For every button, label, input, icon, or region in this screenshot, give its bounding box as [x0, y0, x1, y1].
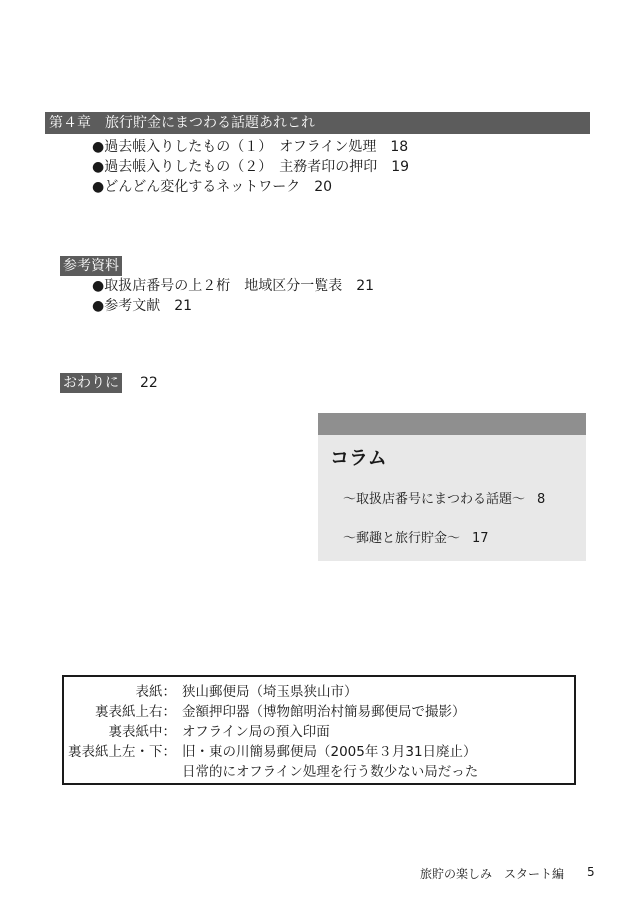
cover-credit-value: オフライン局の預入印面	[182, 724, 330, 740]
cover-credit-row	[64, 702, 574, 722]
page-footer	[420, 865, 595, 882]
column-item-page: 8	[537, 492, 546, 507]
afterword-page: 22	[140, 375, 158, 391]
cover-credit-value: 狭山郵便局（埼玉県狭山市）	[182, 684, 358, 700]
cover-credits-box	[62, 675, 576, 785]
toc-item-page: 18	[390, 139, 409, 155]
toc-item-page: 19	[391, 159, 410, 175]
toc-item-text: ●どんどん変化するネットワーク	[92, 179, 301, 195]
toc-item-page: 21	[174, 298, 193, 314]
toc-item-page: 21	[356, 278, 375, 294]
column-item-text: 〜取扱店番号にまつわる話題〜	[343, 492, 526, 507]
toc-item[interactable]	[92, 157, 409, 177]
references-heading: 参考資料	[60, 256, 122, 276]
cover-credit-value: 旧・東の川簡易郵便局（2005年３月31日廃止）	[182, 744, 477, 760]
column-item[interactable]	[343, 527, 489, 546]
afterword-heading[interactable]: おわりに	[60, 373, 122, 393]
chapter-4-heading: 第４章 旅行貯金にまつわる話題あれこれ	[45, 112, 590, 134]
chapter-4-list	[92, 137, 409, 197]
cover-credit-value: 日常的にオフライン処理を行う数少ない局だった	[182, 764, 479, 780]
column-title: コラム	[330, 447, 387, 469]
toc-item[interactable]	[92, 296, 374, 316]
toc-item-text: ●参考文献	[92, 298, 161, 314]
cover-credit-row	[64, 742, 574, 762]
cover-credit-label: 表紙：	[135, 684, 176, 700]
toc-item-text: ●過去帳入りしたもの（１） オフライン処理	[92, 139, 377, 155]
page-number: 5	[587, 865, 595, 879]
cover-credit-row	[64, 682, 574, 702]
cover-credit-value: 金額押印器（博物館明治村簡易郵便局で撮影）	[182, 704, 466, 720]
cover-credit-label: 裏表紙上右：	[95, 704, 176, 720]
column-item-page: 17	[472, 531, 489, 546]
cover-credit-row	[64, 762, 574, 782]
toc-item[interactable]	[92, 177, 409, 197]
toc-item[interactable]	[92, 276, 374, 296]
column-item[interactable]	[343, 488, 545, 507]
toc-item-page: 20	[314, 179, 333, 195]
column-box	[318, 413, 586, 561]
column-header-bar	[318, 413, 586, 435]
toc-item-text: ●取扱店番号の上２桁 地域区分一覧表	[92, 278, 343, 294]
toc-item-text: ●過去帳入りしたもの（２） 主務者印の押印	[92, 159, 378, 175]
cover-credit-label: 裏表紙中：	[108, 724, 176, 740]
cover-credit-label: 裏表紙上左・下：	[68, 744, 176, 760]
toc-item[interactable]	[92, 137, 409, 157]
cover-credit-row	[64, 722, 574, 742]
references-list	[92, 276, 374, 316]
footer-title: 旅貯の楽しみ スタート編	[420, 867, 565, 881]
column-item-text: 〜郵趣と旅行貯金〜	[343, 531, 461, 546]
